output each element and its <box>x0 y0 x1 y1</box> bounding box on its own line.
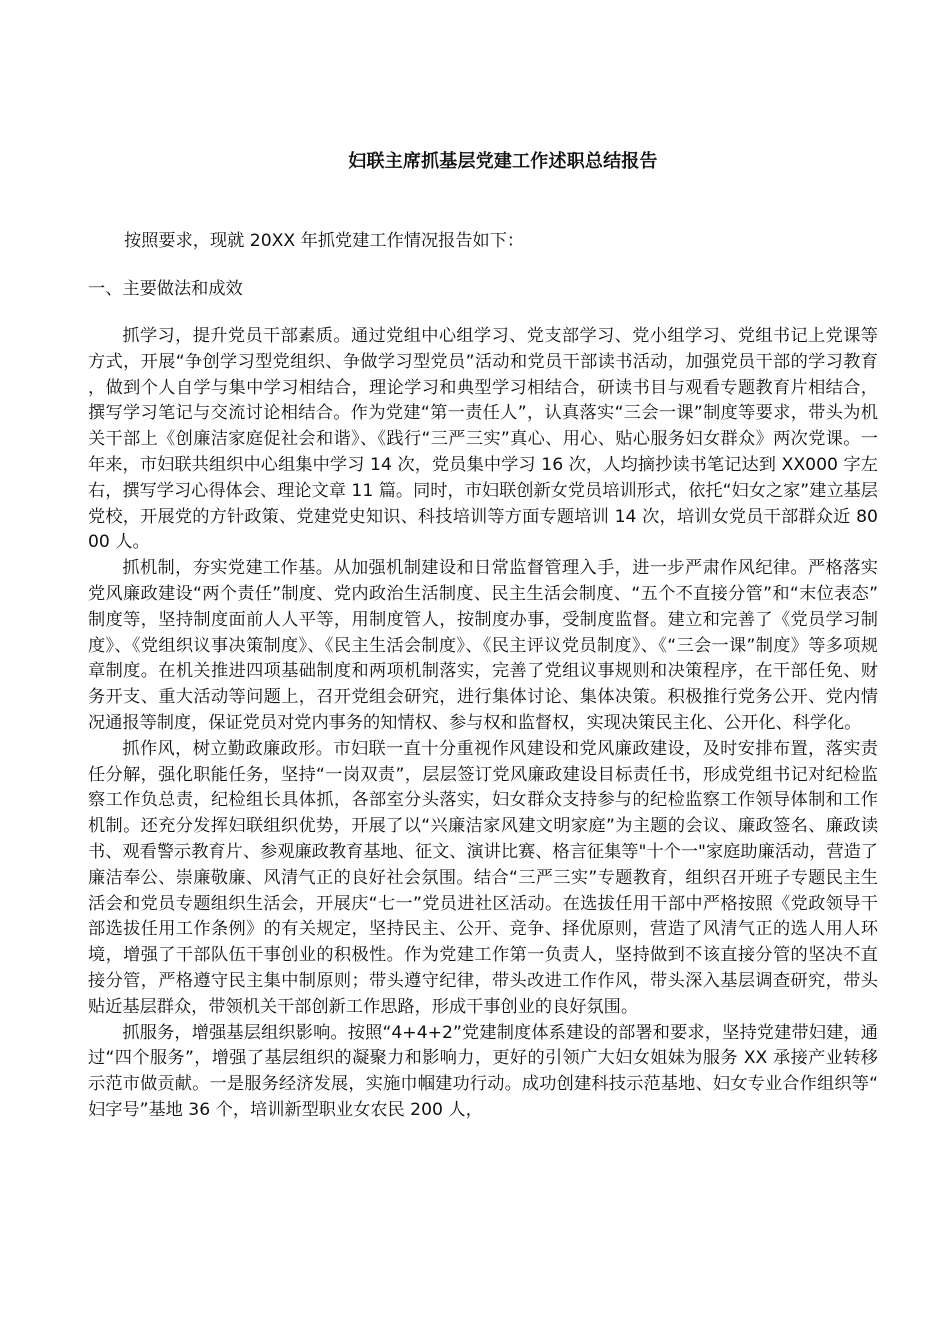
document-title: 妇联主席抓基层党建工作述职总结报告 <box>348 151 658 172</box>
paragraph-study: 抓学习，提升党员干部素质。通过党组中心组学习、党支部学习、党小组学习、党组书记上党课等方式，开展“争创学习型党组织、争做学习型党员”活动和党员干部读书活动，加强党员干部的学习教育，做到个人自学与集中学习相结合，理论学习和典型学习相结合，研读书目与观看专题教育片相结合，撰写学习笔记与交流讨论相结合。作为党建“第一责任人”，认真落实“三会一课”制度等要求，带头为机关干部上《创廉洁家庭促社会和谐》、《践行“三严三实”真心、用心、贴心服务妇女群众》两次党课。一年来，市妇联共组织中心组集中学习 14 次，党员集中学习 16 次，人均摘抄读书笔记达到 XX000 字左右，撰写学习心得体会、理论文章 11 篇。同时，市妇联创新女党员培训形式，依托“妇女之家”建立基层党校，开展党的方针政策、党建党史知识、科技培训等方面专题培训 14 次，培训女党员干部群众近 8000 人。 <box>88 326 878 553</box>
document-body <box>88 324 878 1124</box>
intro-paragraph: 按照要求，现就 20XX 年抓党建工作情况报告如下： <box>124 231 525 251</box>
section-heading: 一、主要做法和成效 <box>88 279 243 299</box>
paragraph-service: 抓服务，增强基层组织影响。按照“4+4+2”党建制度体系建设的部署和要求，坚持党建带妇建，通过“四个服务”，增强了基层组织的凝聚力和影响力，更好的引领广大妇女姐妹为服务 XX 承接产业转移示范市做贡献。一是服务经济发展，实施巾帼建功行动。成功创建科技示范基地、妇女专业合作组织等“妇字号”基地 36 个，培训新型职业女农民 200 人， <box>88 1022 878 1120</box>
paragraph-mechanism: 抓机制，夯实党建工作基。从加强机制建设和日常监督管理入手，进一步严肃作风纪律。严格落实党风廉政建设“两个责任”制度、党内政治生活制度、民主生活会制度、“五个不直接分管”和“末位表态”制度等，坚持制度面前人人平等，用制度管人，按制度办事，受制度监督。建立和完善了《党员学习制度》、《党组织议事决策制度》、《民主生活会制度》、《民主评议党员制度》、《“三会一课”制度》等多项规章制度。在机关推进四项基础制度和两项机制落实，完善了党组议事规则和决策程序，在干部任免、财务开支、重大活动等问题上，召开党组会研究，进行集体讨论、集体决策。积极推行党务公开、党内情况通报等制度，保证党员对党内事务的知情权、参与权和监督权，实现决策民主化、公开化、科学化。 <box>88 558 878 733</box>
document-page <box>88 0 878 1344</box>
paragraph-style: 抓作风，树立勤政廉政形。市妇联一直十分重视作风建设和党风廉政建设，及时安排布置，落实责任分解，强化职能任务，坚持“一岗双责”，层层签订党风廉政建设目标责任书，形成党组书记对纪检监察工作负总责，纪检组长具体抓，各部室分头落实，妇女群众支持参与的纪检监察工作领导体制和工作机制。还充分发挥妇联组织优势，开展了以“兴廉洁家风建文明家庭”为主题的会议、廉政签名、廉政读书、观看警示教育片、参观廉政教育基地、征文、演讲比赛、格言征集等"十个一"家庭助廉活动，营造了廉洁奉公、崇廉敬廉、风清气正的良好社会氛围。结合“三严三实”专题教育，组织召开班子专题民主生活会和党员专题组织生活会，开展庆“七一”党员进社区活动。在选拔任用干部中严格按照《党政领导干部选拔任用工作条例》的有关规定，坚持民主、公开、竞争、择优原则，营造了风清气正的选人用人环境，增强了干部队伍干事创业的积极性。作为党建工作第一负责人，坚持做到不该直接分管的坚决不直接分管，严格遵守民主集中制原则；带头遵守纪律，带头改进工作作风，带头深入基层调查研究，带头贴近基层群众，带领机关干部创新工作思路，形成干事创业的良好氛围。 <box>88 738 878 1017</box>
